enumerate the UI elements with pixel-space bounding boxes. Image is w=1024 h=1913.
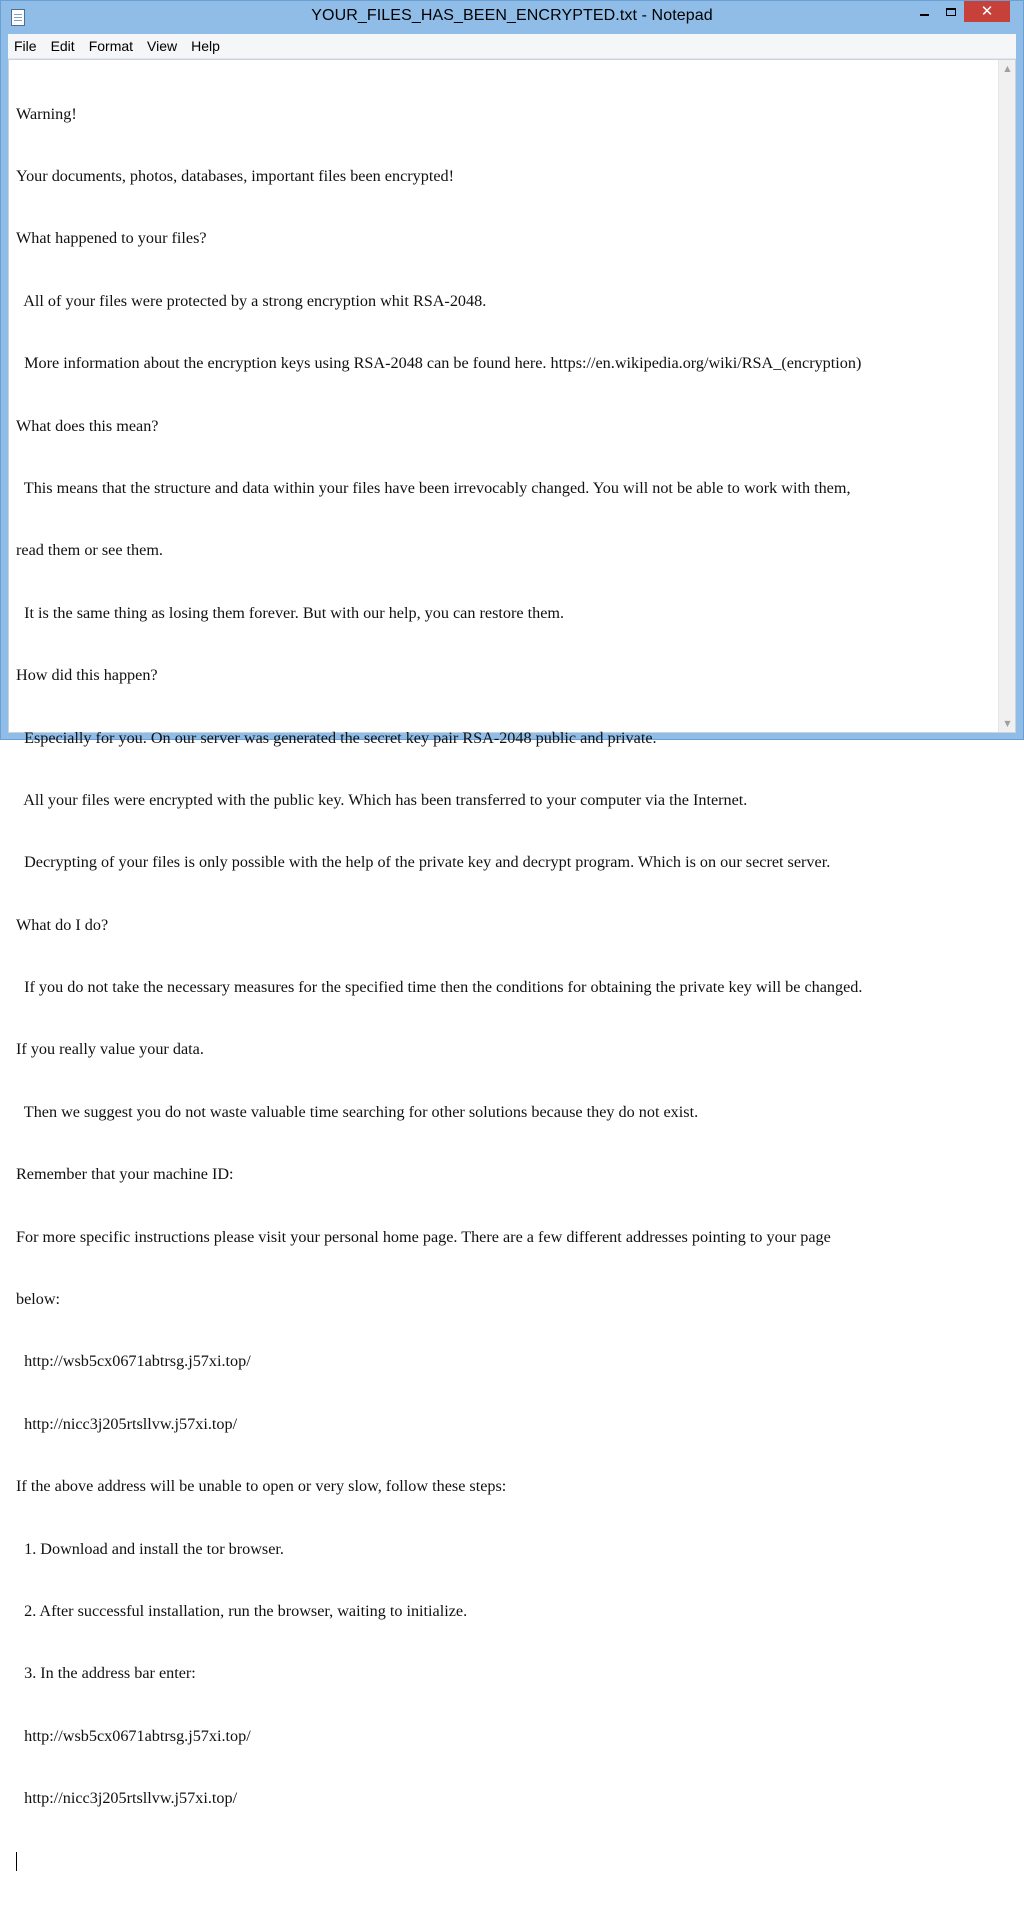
text-line: What happened to your files? bbox=[16, 229, 207, 248]
maximize-button[interactable] bbox=[937, 1, 964, 22]
text-line: http://wsb5cx0671abtrsg.j57xi.top/ bbox=[16, 1726, 251, 1745]
text-line: For more specific instructions please visit your personal home page. There are a few different addresses pointing to your page bbox=[16, 1227, 831, 1246]
text-line: Decrypting of your files is only possible with the help of the private key and decrypt program. Which is on our secret server. bbox=[16, 853, 831, 872]
text-line: If you do not take the necessary measures for the specified time then the conditions for obtaining the private key will be changed. bbox=[16, 978, 863, 997]
menu-file[interactable]: File bbox=[14, 38, 37, 54]
text-line: If you really value your data. bbox=[16, 1040, 204, 1059]
text-line: 2. After successful installation, run the browser, waiting to initialize. bbox=[16, 1601, 468, 1620]
text-line: How did this happen? bbox=[16, 666, 158, 685]
menu-format[interactable]: Format bbox=[88, 38, 134, 54]
text-line: Then we suggest you do not waste valuable time searching for other solutions because they do not exist. bbox=[16, 1102, 699, 1121]
text-line: below: bbox=[16, 1290, 61, 1309]
close-icon: ✕ bbox=[980, 2, 994, 20]
text-line: read them or see them. bbox=[16, 541, 163, 560]
document-text[interactable] bbox=[16, 62, 996, 1808]
text-line: What does this mean? bbox=[16, 416, 159, 435]
text-line: http://nicc3j205rtsllvw.j57xi.top/ bbox=[16, 1789, 238, 1808]
menu-view[interactable]: View bbox=[147, 38, 178, 54]
text-line: 3. In the address bar enter: bbox=[16, 1664, 196, 1683]
text-line: http://nicc3j205rtsllvw.j57xi.top/ bbox=[16, 1414, 238, 1433]
menu-bar bbox=[8, 34, 1016, 59]
menu-edit[interactable]: Edit bbox=[50, 38, 75, 54]
title-bar[interactable] bbox=[1, 1, 1023, 34]
text-line: http://wsb5cx0671abtrsg.j57xi.top/ bbox=[16, 1352, 251, 1371]
scroll-down-icon[interactable]: ▼ bbox=[1004, 719, 1011, 728]
text-line: Your documents, photos, databases, important files been encrypted! bbox=[16, 166, 455, 185]
scroll-up-icon[interactable]: ▲ bbox=[1004, 64, 1011, 73]
text-line: All your files were encrypted with the public key. Which has been transferred to your computer via the Internet. bbox=[16, 790, 748, 809]
caret-line bbox=[16, 1851, 996, 1872]
menu-help[interactable]: Help bbox=[191, 38, 220, 54]
text-line: If the above address will be unable to open or very slow, follow these steps: bbox=[16, 1477, 507, 1496]
text-editor[interactable] bbox=[8, 59, 1016, 1808]
text-caret bbox=[16, 1852, 17, 1871]
text-line: Warning! bbox=[16, 104, 77, 123]
text-line: More information about the encryption keys using RSA-2048 can be found here. https://en.wikipedia.org/wiki/RSA_(encryption) bbox=[16, 354, 862, 373]
text-line: What do I do? bbox=[16, 915, 109, 934]
maximize-icon bbox=[946, 8, 956, 16]
text-line: This means that the structure and data within your files have been irrevocably changed. You will not be able to work with them, bbox=[16, 478, 851, 497]
window-title: YOUR_FILES_HAS_BEEN_ENCRYPTED.txt - Notepad bbox=[311, 7, 713, 24]
text-line: All of your files were protected by a strong encryption whit RSA-2048. bbox=[16, 291, 487, 310]
close-button[interactable] bbox=[964, 1, 1010, 22]
minimize-button[interactable] bbox=[911, 1, 937, 22]
text-line: Especially for you. On our server was generated the secret key pair RSA-2048 public and private. bbox=[16, 728, 657, 747]
vertical-scrollbar[interactable] bbox=[998, 60, 1015, 732]
text-line: It is the same thing as losing them forever. But with our help, you can restore them. bbox=[16, 603, 565, 622]
text-line: 1. Download and install the tor browser. bbox=[16, 1539, 284, 1558]
minimize-icon bbox=[920, 14, 929, 16]
text-line: Remember that your machine ID: bbox=[16, 1165, 234, 1184]
